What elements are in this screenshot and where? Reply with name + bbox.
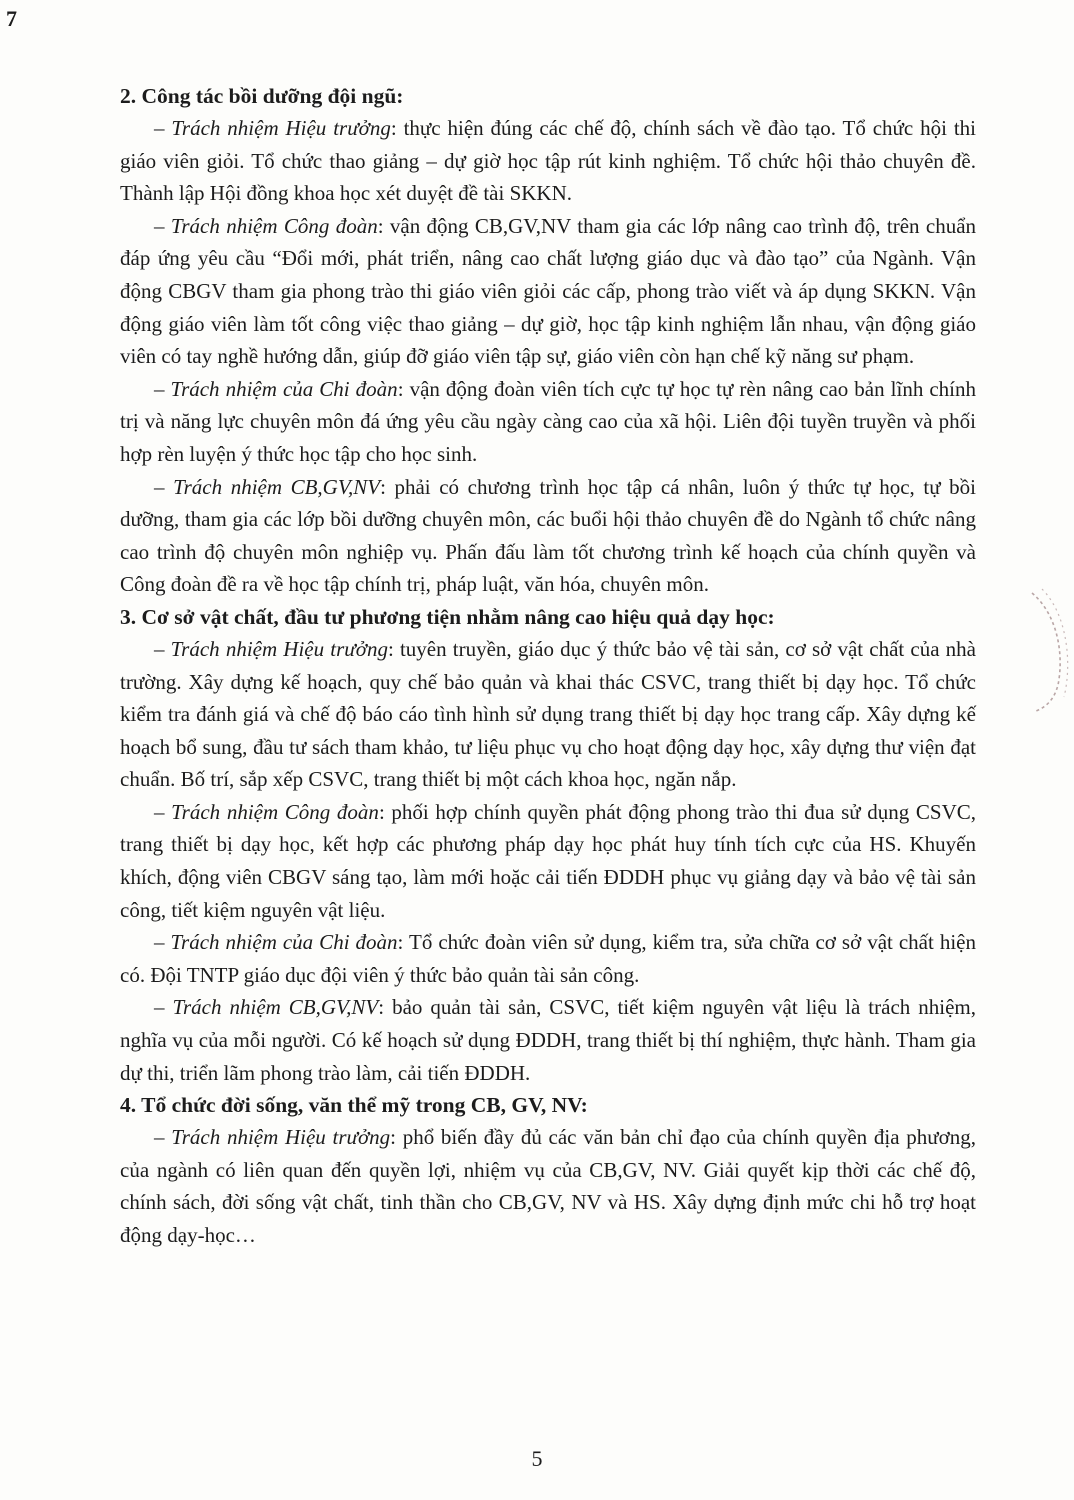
section-facilities — [120, 601, 976, 1089]
responsibility-text: thực hiện đúng các chế độ, chính sách về đào tạo. Tổ chức hội thi giáo viên giỏi. Tổ chức thao giảng – dự giờ học tập rút kinh nghiệm. Tổ chức hội thảo chuyên đề. Thành lập Hội đồng khoa học xét duyệt đề tài SKKN. — [120, 116, 976, 206]
stamp-edge-mark — [1028, 585, 1074, 715]
responsibility-paragraph: – Trách nhiệm của Chi đoàn: Tổ chức đoàn viên sử dụng, kiểm tra, sửa chữa cơ sở vật chất hiện có. Đội TNTP giáo dục đội viên ý thức bảo quản tài sản công. — [120, 930, 976, 987]
section-heading: 2. Công tác bồi dưỡng đội ngũ: — [120, 84, 404, 108]
page-number: 5 — [531, 1446, 543, 1471]
responsibility-label: Trách nhiệm của Chi đoàn — [170, 376, 398, 401]
section-heading: 4. Tổ chức đời sống, văn thể mỹ trong CB, GV, NV: — [120, 1093, 588, 1118]
responsibility-text: Tổ chức đoàn viên sử dụng, kiểm tra, sửa chữa cơ sở vật chất hiện có. Đội TNTP giáo dục đội viên ý thức bảo quản tài sản công. — [120, 930, 976, 987]
responsibility-text: vận động CB,GV,NV tham gia các lớp nâng cao trình độ, trên chuẩn đáp ứng yêu cầu “Đổi mới, phát triển, nâng cao chất lượng giáo dục và đào tạo” của Ngành. Vận động CBGV tham gia phong trào thi giáo viên giỏi các cấp, phong trào viết và áp dụng SKKN. Vận động giáo viên làm tốt công việc thao giảng – dự giờ, học tập kinh nghiệm lẫn nhau, vận động giáo viên có tay nghề hướng dẫn, giúp đỡ giáo viên tập sự, giáo viên còn hạn chế kỹ năng sư phạm. — [120, 213, 977, 369]
responsibility-label: Trách nhiệm CB,GV,NV — [172, 995, 379, 1020]
section-staff-life — [120, 1089, 976, 1251]
responsibility-text: phổ biến đầy đủ các văn bản chỉ đạo của chính quyền địa phương, của ngành có liên quan đến quyền lợi, nhiệm vụ của CB,GV, NV. Giải quyết kịp thời các chế độ, chính sách, đời sống vật chất, tinh thần cho CB,GV, NV và HS. Xây dựng định mức chi hỗ trợ hoạt động dạy-học… — [120, 1125, 976, 1247]
responsibility-label: Trách nhiệm Công đoàn — [170, 213, 378, 238]
corner-mark: 7 — [6, 6, 17, 31]
responsibility-label: Trách nhiệm của Chi đoàn — [170, 930, 398, 955]
responsibility-label: Trách nhiệm CB,GV,NV — [173, 474, 381, 499]
responsibility-text: phối hợp chính quyền phát động phong trào thi đua sử dụng CSVC, trang thiết bị dạy học, kết hợp các phương pháp dạy học phát huy tính tích cực của HS. Khuyến khích, động viên CBGV sáng tạo, làm mới hoặc cải tiến ĐDDH phục vụ giảng dạy và bảo vệ tài sản công, tiết kiệm nguyên vật liệu. — [120, 799, 977, 922]
section-staff-training — [120, 80, 976, 601]
responsibility-label: Trách nhiệm Hiệu trưởng — [171, 116, 391, 140]
section-heading: 3. Cơ sở vật chất, đầu tư phương tiện nhằm nâng cao hiệu quả dạy học: — [120, 604, 775, 629]
responsibility-paragraph: – Trách nhiệm của Chi đoàn: vận động đoàn viên tích cực tự học tự rèn nâng cao bản lĩnh chính trị và năng lực chuyên môn đá ứng yêu cầu ngày càng cao của xã hội. Liên đội tuyền truyền và phối hợp rèn luyện ý thức học tập cho học sinh. — [120, 376, 977, 466]
responsibility-paragraph: – Trách nhiệm Hiệu trưởng: phổ biến đầy đủ các văn bản chỉ đạo của chính quyền địa phương, của ngành có liên quan đến quyền lợi, nhiệm vụ của CB,GV, NV. Giải quyết kịp thời các chế độ, chính sách, đời sống vật chất, tinh thần cho CB,GV, NV và HS. Xây dựng định mức chi hỗ trợ hoạt động dạy-học… — [120, 1125, 976, 1247]
responsibility-paragraph: – Trách nhiệm Công đoàn: phối hợp chính quyền phát động phong trào thi đua sử dụng CSVC, trang thiết bị dạy học, kết hợp các phương pháp dạy học phát huy tính tích cực của HS. Khuyến khích, động viên CBGV sáng tạo, làm mới hoặc cải tiến ĐDDH phục vụ giảng dạy và bảo vệ tài sản công, tiết kiệm nguyên vật liệu. — [120, 799, 977, 922]
responsibility-text: bảo quản tài sản, CSVC, tiết kiệm nguyên vật liệu là trách nhiệm, nghĩa vụ của mỗi người. Có kế hoạch sử dụng ĐDDH, trang thiết bị thí nghiệm, thực hành. Tham gia dự thi, triển lãm phong trào làm, cải tiến ĐDDH. — [120, 995, 976, 1085]
responsibility-paragraph: – Trách nhiệm Hiệu trưởng: thực hiện đúng các chế độ, chính sách về đào tạo. Tổ chức hội thi giáo viên giỏi. Tổ chức thao giảng – dự giờ học tập rút kinh nghiệm. Tổ chức hội thảo chuyên đề. Thành lập Hội đồng khoa học xét duyệt đề tài SKKN. — [120, 116, 976, 206]
responsibility-paragraph: – Trách nhiệm CB,GV,NV: bảo quản tài sản, CSVC, tiết kiệm nguyên vật liệu là trách nhiệm, nghĩa vụ của mỗi người. Có kế hoạch sử dụng ĐDDH, trang thiết bị thí nghiệm, thực hành. Tham gia dự thi, triển lãm phong trào làm, cải tiến ĐDDH. — [120, 995, 976, 1085]
document-body — [120, 80, 976, 1252]
responsibility-text: vận động đoàn viên tích cực tự học tự rèn nâng cao bản lĩnh chính trị và năng lực chuyên môn đá ứng yêu cầu ngày càng cao của xã hội. Liên đội tuyền truyền và phối hợp rèn luyện ý thức học tập cho học sinh. — [120, 376, 977, 466]
responsibility-paragraph: – Trách nhiệm Hiệu trưởng: tuyên truyền, giáo dục ý thức bảo vệ tài sản, cơ sở vật chất của nhà trường. Xây dựng kế hoạch, quy chế bảo quản và khai thác CSVC, trang thiết bị dạy học. Tổ chức kiểm tra đánh giá và chế độ báo cáo tình hình sử dụng trang thiết bị dạy học trang cấp. Xây dựng kế hoạch bổ sung, đầu tư sách tham khảo, tư liệu phục vụ cho hoạt động dạy học, xây dựng thư viện đạt chuẩn. Bố trí, sắp xếp CSVC, trang thiết bị một cách khoa học, ngăn nắp. — [120, 636, 976, 792]
responsibility-text: phải có chương trình học tập cá nhân, luôn ý thức tự học, tự bồi dưỡng, tham gia các lớp bồi dưỡng chuyên môn, các buổi hội thảo chuyên đề do Ngành tổ chức nâng cao trình độ chuyên môn nghiệp vụ. Phấn đấu làm tốt chương trình kế hoạch của chính quyền và Công đoàn đề ra về học tập chính trị, pháp luật, văn hóa, chuyên môn. — [120, 474, 977, 597]
responsibility-paragraph: – Trách nhiệm CB,GV,NV: phải có chương trình học tập cá nhân, luôn ý thức tự học, tự bồi dưỡng, tham gia các lớp bồi dưỡng chuyên môn, các buổi hội thảo chuyên đề do Ngành tổ chức nâng cao trình độ chuyên môn nghiệp vụ. Phấn đấu làm tốt chương trình kế hoạch của chính quyền và Công đoàn đề ra về học tập chính trị, pháp luật, văn hóa, chuyên môn. — [120, 474, 977, 597]
responsibility-paragraph: – Trách nhiệm Công đoàn: vận động CB,GV,NV tham gia các lớp nâng cao trình độ, trên chuẩn đáp ứng yêu cầu “Đổi mới, phát triển, nâng cao chất lượng giáo dục và đào tạo” của Ngành. Vận động CBGV tham gia phong trào thi giáo viên giỏi các cấp, phong trào viết và áp dụng SKKN. Vận động giáo viên làm tốt công việc thao giảng – dự giờ, học tập kinh nghiệm lẫn nhau, vận động giáo viên có tay nghề hướng dẫn, giúp đỡ giáo viên tập sự, giáo viên còn hạn chế kỹ năng sư phạm. — [120, 213, 977, 369]
responsibility-label: Trách nhiệm Hiệu trưởng — [170, 636, 388, 661]
responsibility-label: Trách nhiệm Hiệu trưởng — [171, 1125, 391, 1150]
responsibility-text: tuyên truyền, giáo dục ý thức bảo vệ tài sản, cơ sở vật chất của nhà trường. Xây dựng kế hoạch, quy chế bảo quản và khai thác CSVC, trang thiết bị dạy học. Tổ chức kiểm tra đánh giá và chế độ báo cáo tình hình sử dụng trang thiết bị dạy học trang cấp. Xây dựng kế hoạch bổ sung, đầu tư sách tham khảo, tư liệu phục vụ cho hoạt động dạy học, xây dựng thư viện đạt chuẩn. Bố trí, sắp xếp CSVC, trang thiết bị một cách khoa học, ngăn nắp. — [120, 636, 976, 792]
responsibility-label: Trách nhiệm Công đoàn — [171, 799, 379, 824]
